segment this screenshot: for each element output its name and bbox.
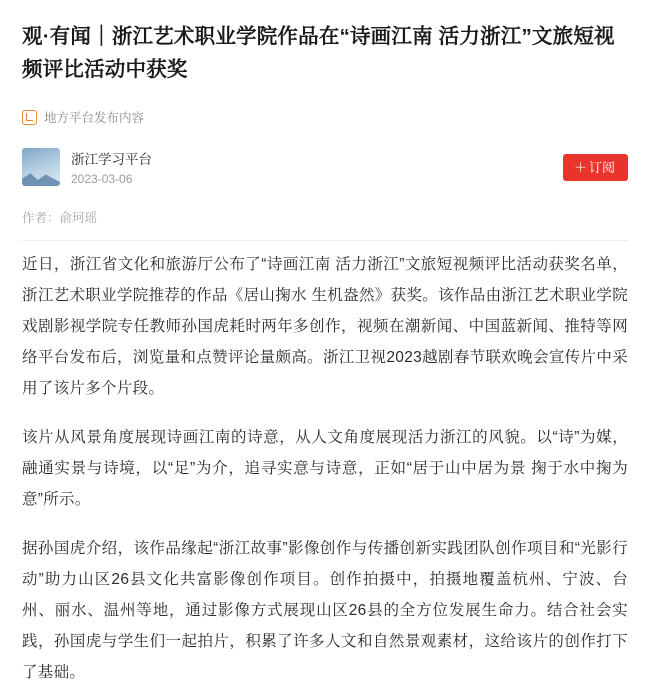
document-icon [22, 110, 37, 125]
publisher-meta [71, 148, 152, 186]
platform-name[interactable]: 浙江学习平台 [71, 152, 152, 167]
plus-icon: ＋ [573, 159, 587, 175]
page-title: 观·有闻｜浙江艺术职业学院作品在“诗画江南 活力浙江”文旅短视频评比活动中获奖 [22, 25, 615, 81]
writer-credit: 作者：俞珂瑶 [22, 211, 98, 225]
source-row [22, 108, 628, 126]
paragraph: 据孙国虎介绍，该作品缘起“浙江故事”影像创作与传播创新实践团队创作项目和“光影行动”助力山区26县文化共富影像创作项目。创作拍摄中，拍摄地覆盖杭州、宁波、台州、丽水、温州等地，通过影像方式展现山区26县的全方位发展生命力。结合社会实践，孙国虎与学生们一起拍片，积累了许多人文和自然景观素材，这给该片的创作打下了基础。 [22, 540, 628, 681]
subscribe-button[interactable] [563, 154, 628, 181]
paragraph: 该片从风景角度展现诗画江南的诗意，从人文角度展现活力浙江的风貌。以“诗”为媒，融通实景与诗境，以“足”为介，追寻实意与诗意，正如“居于山中居为景 掬于水中掬为意”所示。 [22, 429, 628, 508]
subscribe-label: 订阅 [588, 159, 615, 175]
avatar[interactable] [22, 148, 60, 186]
source-label: 地方平台发布内容 [44, 111, 145, 125]
publish-date: 2023-03-06 [71, 172, 133, 186]
publisher-row [22, 144, 628, 190]
article-body [22, 241, 628, 688]
paragraph: 近日，浙江省文化和旅游厅公布了“诗画江南 活力浙江”文旅短视频评比活动获奖名单，浙江艺术职业学院推荐的作品《居山掬水 生机盎然》获奖。该作品由浙江艺术职业学院戏剧影视学院专任教师孙国虎耗时两年多创作，视频在潮新闻、中国蓝新闻、推特等网络平台发布后，浏览量和点赞评论量颇高。浙江卫视2023越剧春节联欢晚会宣传片中采用了该片多个片段。 [22, 256, 628, 397]
